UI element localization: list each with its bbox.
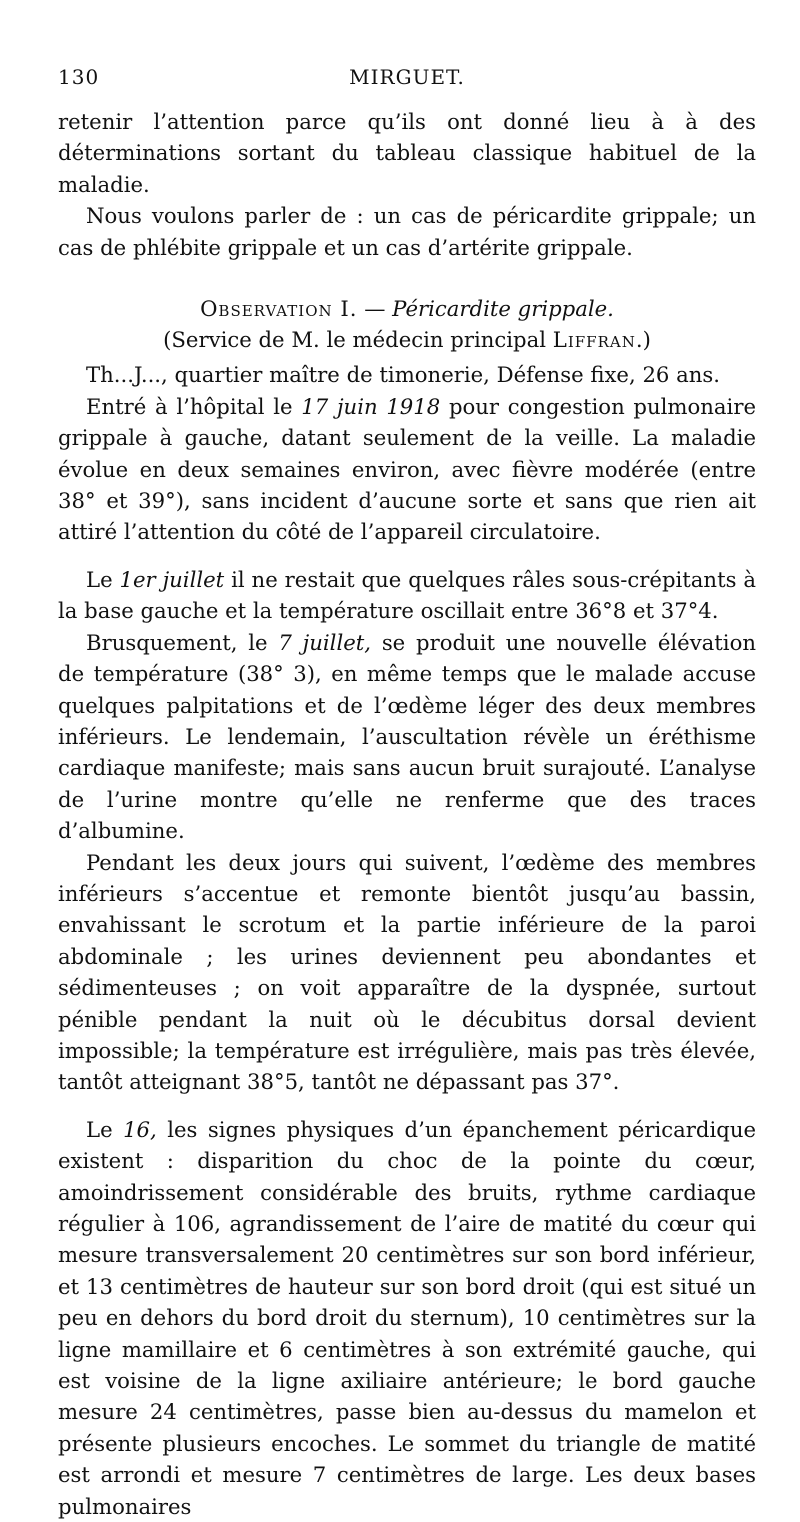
sixteenth-text-b: les signes physiques d’un épanchement péricardique existent : disparition du choc de la pointe du cœur, amoindrissement considérable des bruits, rythme cardiaque régulier à 106, agrandissement de l’aire de matité du cœur qui mesure transversalement 20 centimètres sur son bord inférieur, et 13 centimètres de hauteur sur son bord droit (qui est situé un peu en dehors du bord droit du sternum), 10 centimètres sur la ligne mamillaire et 6 centimètres à son extrémité gauche, qui est voisine de la ligne axiliaire antérieure; le bord gauche mesure 24 centimètres, passe bien au-dessus du mamelon et présente plusieurs encoches. Le sommet du triangle de matité est arrondi et mesure 7 centimètres de large. Les deux bases pulmonaires [58, 1116, 757, 1519]
paragraph-july-seventh [58, 627, 756, 847]
page-header [58, 62, 756, 96]
admission-date: 17 juin 1918 [301, 393, 441, 419]
service-name: Liffran [552, 327, 636, 353]
july-seventh-date: 7 juillet, [278, 629, 372, 655]
admission-text-b: pour congestion pulmonaire grippale à gauche, datant seulement de la veille. La maladie évolue en deux semaines environ, avec fièvre modérée (entre 38° et 39°), sans incident d’aucune sorte et sans que rien ait attiré l’attention du côté de l’appareil circulatoire. [58, 393, 756, 545]
page-number: 130 [58, 65, 100, 89]
paragraph-following-days: Pendant les deux jours qui suivent, l’œdème des membres inférieurs s’accentue et remonte bientôt jusqu’au bassin, envahissant le scrotum et la partie inférieure de la paroi abdominale ; les urines deviennent peu abondantes et sédimenteuses ; on voit apparaître de la dyspnée, surtout pénible pendant la nuit où le décubitus dorsal devient impossible; la température est irrégulière, mais pas très élevée, tantôt atteignant 38°5, tantôt ne dépassant pas 37°. [58, 849, 756, 1095]
paragraph-continuation: retenir l’attention parce qu’ils ont donné lieu à à des déterminations sortant du tableau classique habituel de la maladie. [58, 109, 756, 197]
july-first-text-b: il ne restait que quelques râles sous-crépitants à la base gauche et la température oscillait entre 36°8 et 37°4. [58, 566, 756, 624]
paragraph-july-first [58, 564, 756, 627]
service-suffix: .) [635, 327, 651, 353]
july-first-text-a: Le [86, 566, 120, 592]
sixteenth-date: 16, [123, 1116, 157, 1142]
observation-heading [58, 293, 756, 324]
paragraph-admission [58, 391, 756, 548]
admission-text-a: Entré à l’hôpital le [86, 393, 302, 419]
observation-dash: — [357, 296, 393, 322]
service-prefix: (Service de M. le médecin principal [163, 327, 553, 353]
observation-service [58, 324, 756, 355]
sixteenth-text-a: Le [86, 1116, 124, 1142]
paragraph-intro-cases: Nous voulons parler de : un cas de péricardite grippale; un cas de phlébite grippale et un cas d’artérite grippale. [58, 203, 756, 260]
running-head: MIRGUET. [349, 65, 465, 89]
observation-title: Péricardite grippale. [392, 296, 614, 322]
paragraph-sixteenth [58, 1114, 756, 1522]
july-seventh-text-a: Brusquement, le [86, 629, 279, 655]
paragraph-patient: Th...J..., quartier maître de timonerie, Défense fixe, 26 ans. [86, 362, 721, 388]
july-first-date: 1er juillet [119, 566, 225, 592]
july-seventh-text-b: se produit une nouvelle élévation de température (38° 3), en même temps que le malade accuse quelques palpitations et de l’œdème léger des deux membres inférieurs. Le lendemain, l’auscultation révèle un éréthisme cardiaque manifeste; mais sans aucun bruit surajouté. L’analyse de l’urine montre qu’elle ne renferme que des traces d’albumine. [58, 629, 756, 844]
observation-label: Observation I. [200, 296, 358, 322]
